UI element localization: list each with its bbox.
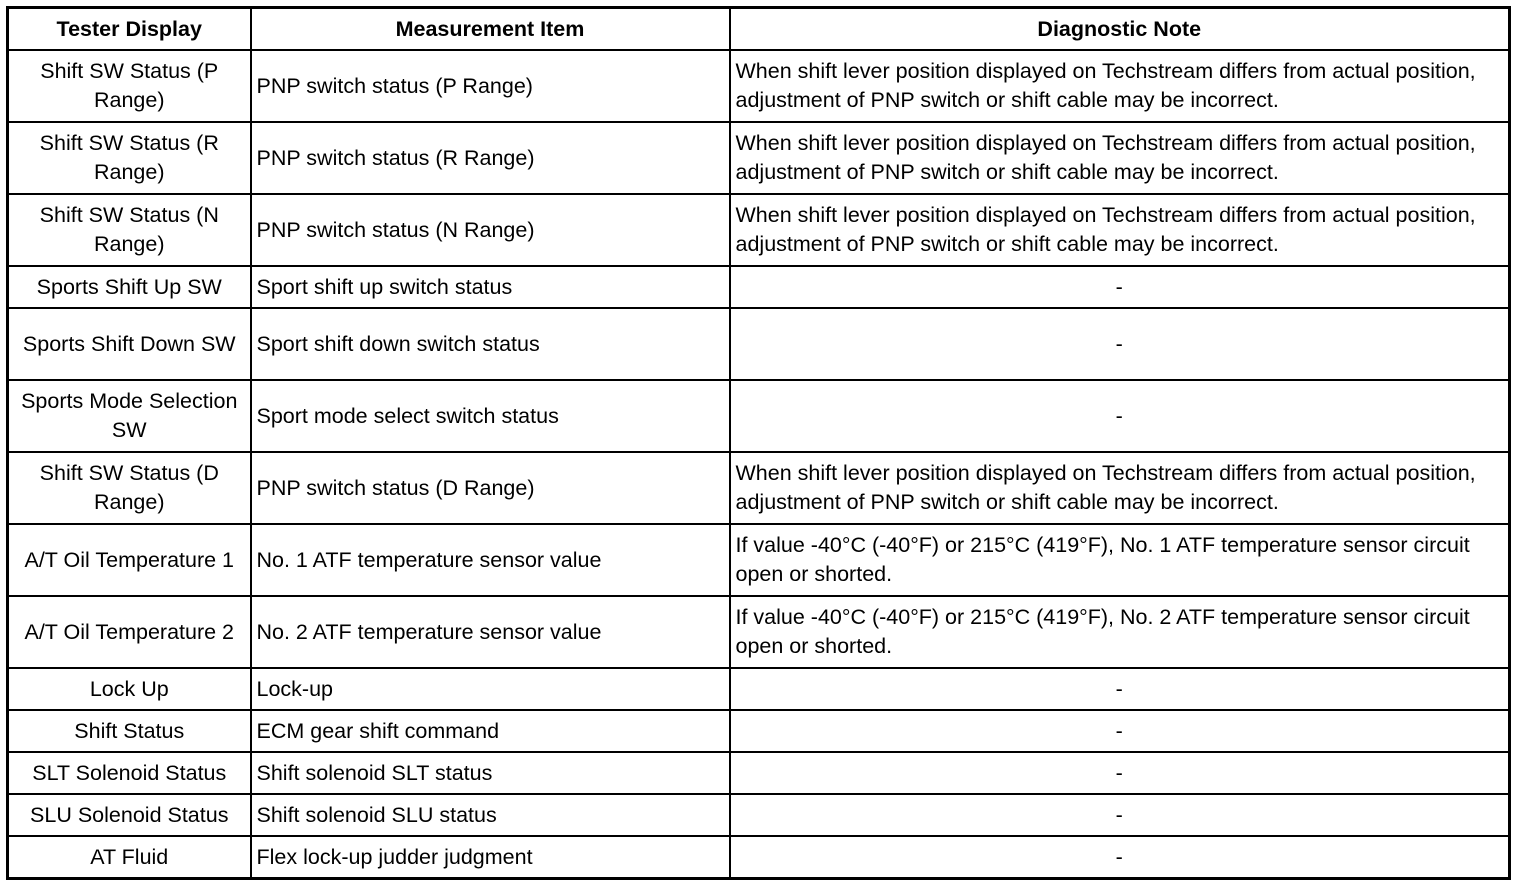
tester-display-cell: Shift SW Status (N Range) [8,194,251,266]
measurement-item-cell: Lock-up [251,668,730,710]
diagnostic-note-cell: - [730,266,1510,308]
table-row [8,710,1510,752]
tester-display-cell: Shift SW Status (D Range) [8,452,251,524]
header-row [8,8,1510,51]
diagnostic-note-cell: When shift lever position displayed on Techstream differs from actual position, adjustment of PNP switch or shift cable may be incorrect. [730,194,1510,266]
diagnostic-note-cell: - [730,794,1510,836]
diagnostic-note-cell: - [730,836,1510,879]
tester-display-cell: SLU Solenoid Status [8,794,251,836]
diagnostic-note-cell: When shift lever position displayed on Techstream differs from actual position, adjustment of PNP switch or shift cable may be incorrect. [730,122,1510,194]
header-diagnostic-note: Diagnostic Note [730,8,1510,51]
header-tester-display: Tester Display [8,8,251,51]
table-row [8,524,1510,596]
diagnostic-note-cell: When shift lever position displayed on Techstream differs from actual position, adjustment of PNP switch or shift cable may be incorrect. [730,452,1510,524]
tester-display-cell: Sports Shift Up SW [8,266,251,308]
table-row [8,752,1510,794]
header-measurement-item: Measurement Item [251,8,730,51]
table-row [8,836,1510,879]
diagnostic-note-cell: - [730,308,1510,380]
measurement-item-cell: Flex lock-up judder judgment [251,836,730,879]
tester-display-cell: Sports Shift Down SW [8,308,251,380]
table-row [8,452,1510,524]
table-row [8,668,1510,710]
diagnostic-note-cell: When shift lever position displayed on Techstream differs from actual position, adjustment of PNP switch or shift cable may be incorrect. [730,50,1510,122]
diagnostic-note-cell: - [730,380,1510,452]
measurement-item-cell: Shift solenoid SLT status [251,752,730,794]
tester-display-cell: Shift SW Status (R Range) [8,122,251,194]
tester-display-cell: A/T Oil Temperature 1 [8,524,251,596]
tester-display-cell: A/T Oil Temperature 2 [8,596,251,668]
measurement-item-cell: ECM gear shift command [251,710,730,752]
measurement-item-cell: PNP switch status (R Range) [251,122,730,194]
tester-display-cell: Shift SW Status (P Range) [8,50,251,122]
tester-display-cell: AT Fluid [8,836,251,879]
diagnostic-note-cell: If value -40°C (-40°F) or 215°C (419°F), No. 1 ATF temperature sensor circuit open or shorted. [730,524,1510,596]
measurement-item-cell: PNP switch status (P Range) [251,50,730,122]
diagnostic-note-cell: - [730,668,1510,710]
table-row [8,380,1510,452]
measurement-item-cell: Sport shift up switch status [251,266,730,308]
tester-display-cell: Lock Up [8,668,251,710]
measurement-item-cell: Sport shift down switch status [251,308,730,380]
table-row [8,194,1510,266]
tester-display-cell: SLT Solenoid Status [8,752,251,794]
tester-display-cell: Sports Mode Selection SW [8,380,251,452]
measurement-item-cell: PNP switch status (D Range) [251,452,730,524]
measurement-item-cell: Sport mode select switch status [251,380,730,452]
measurement-item-cell: PNP switch status (N Range) [251,194,730,266]
table-row [8,122,1510,194]
diagnostic-note-cell: - [730,752,1510,794]
tester-display-cell: Shift Status [8,710,251,752]
table-row [8,266,1510,308]
table-row [8,596,1510,668]
measurement-item-cell: Shift solenoid SLU status [251,794,730,836]
diagnostic-note-cell: If value -40°C (-40°F) or 215°C (419°F), No. 2 ATF temperature sensor circuit open or shorted. [730,596,1510,668]
table-row [8,50,1510,122]
diagnostic-note-cell: - [730,710,1510,752]
measurement-item-cell: No. 2 ATF temperature sensor value [251,596,730,668]
table-row [8,794,1510,836]
table-row [8,308,1510,380]
measurement-item-cell: No. 1 ATF temperature sensor value [251,524,730,596]
diagnostic-data-table [6,6,1511,880]
